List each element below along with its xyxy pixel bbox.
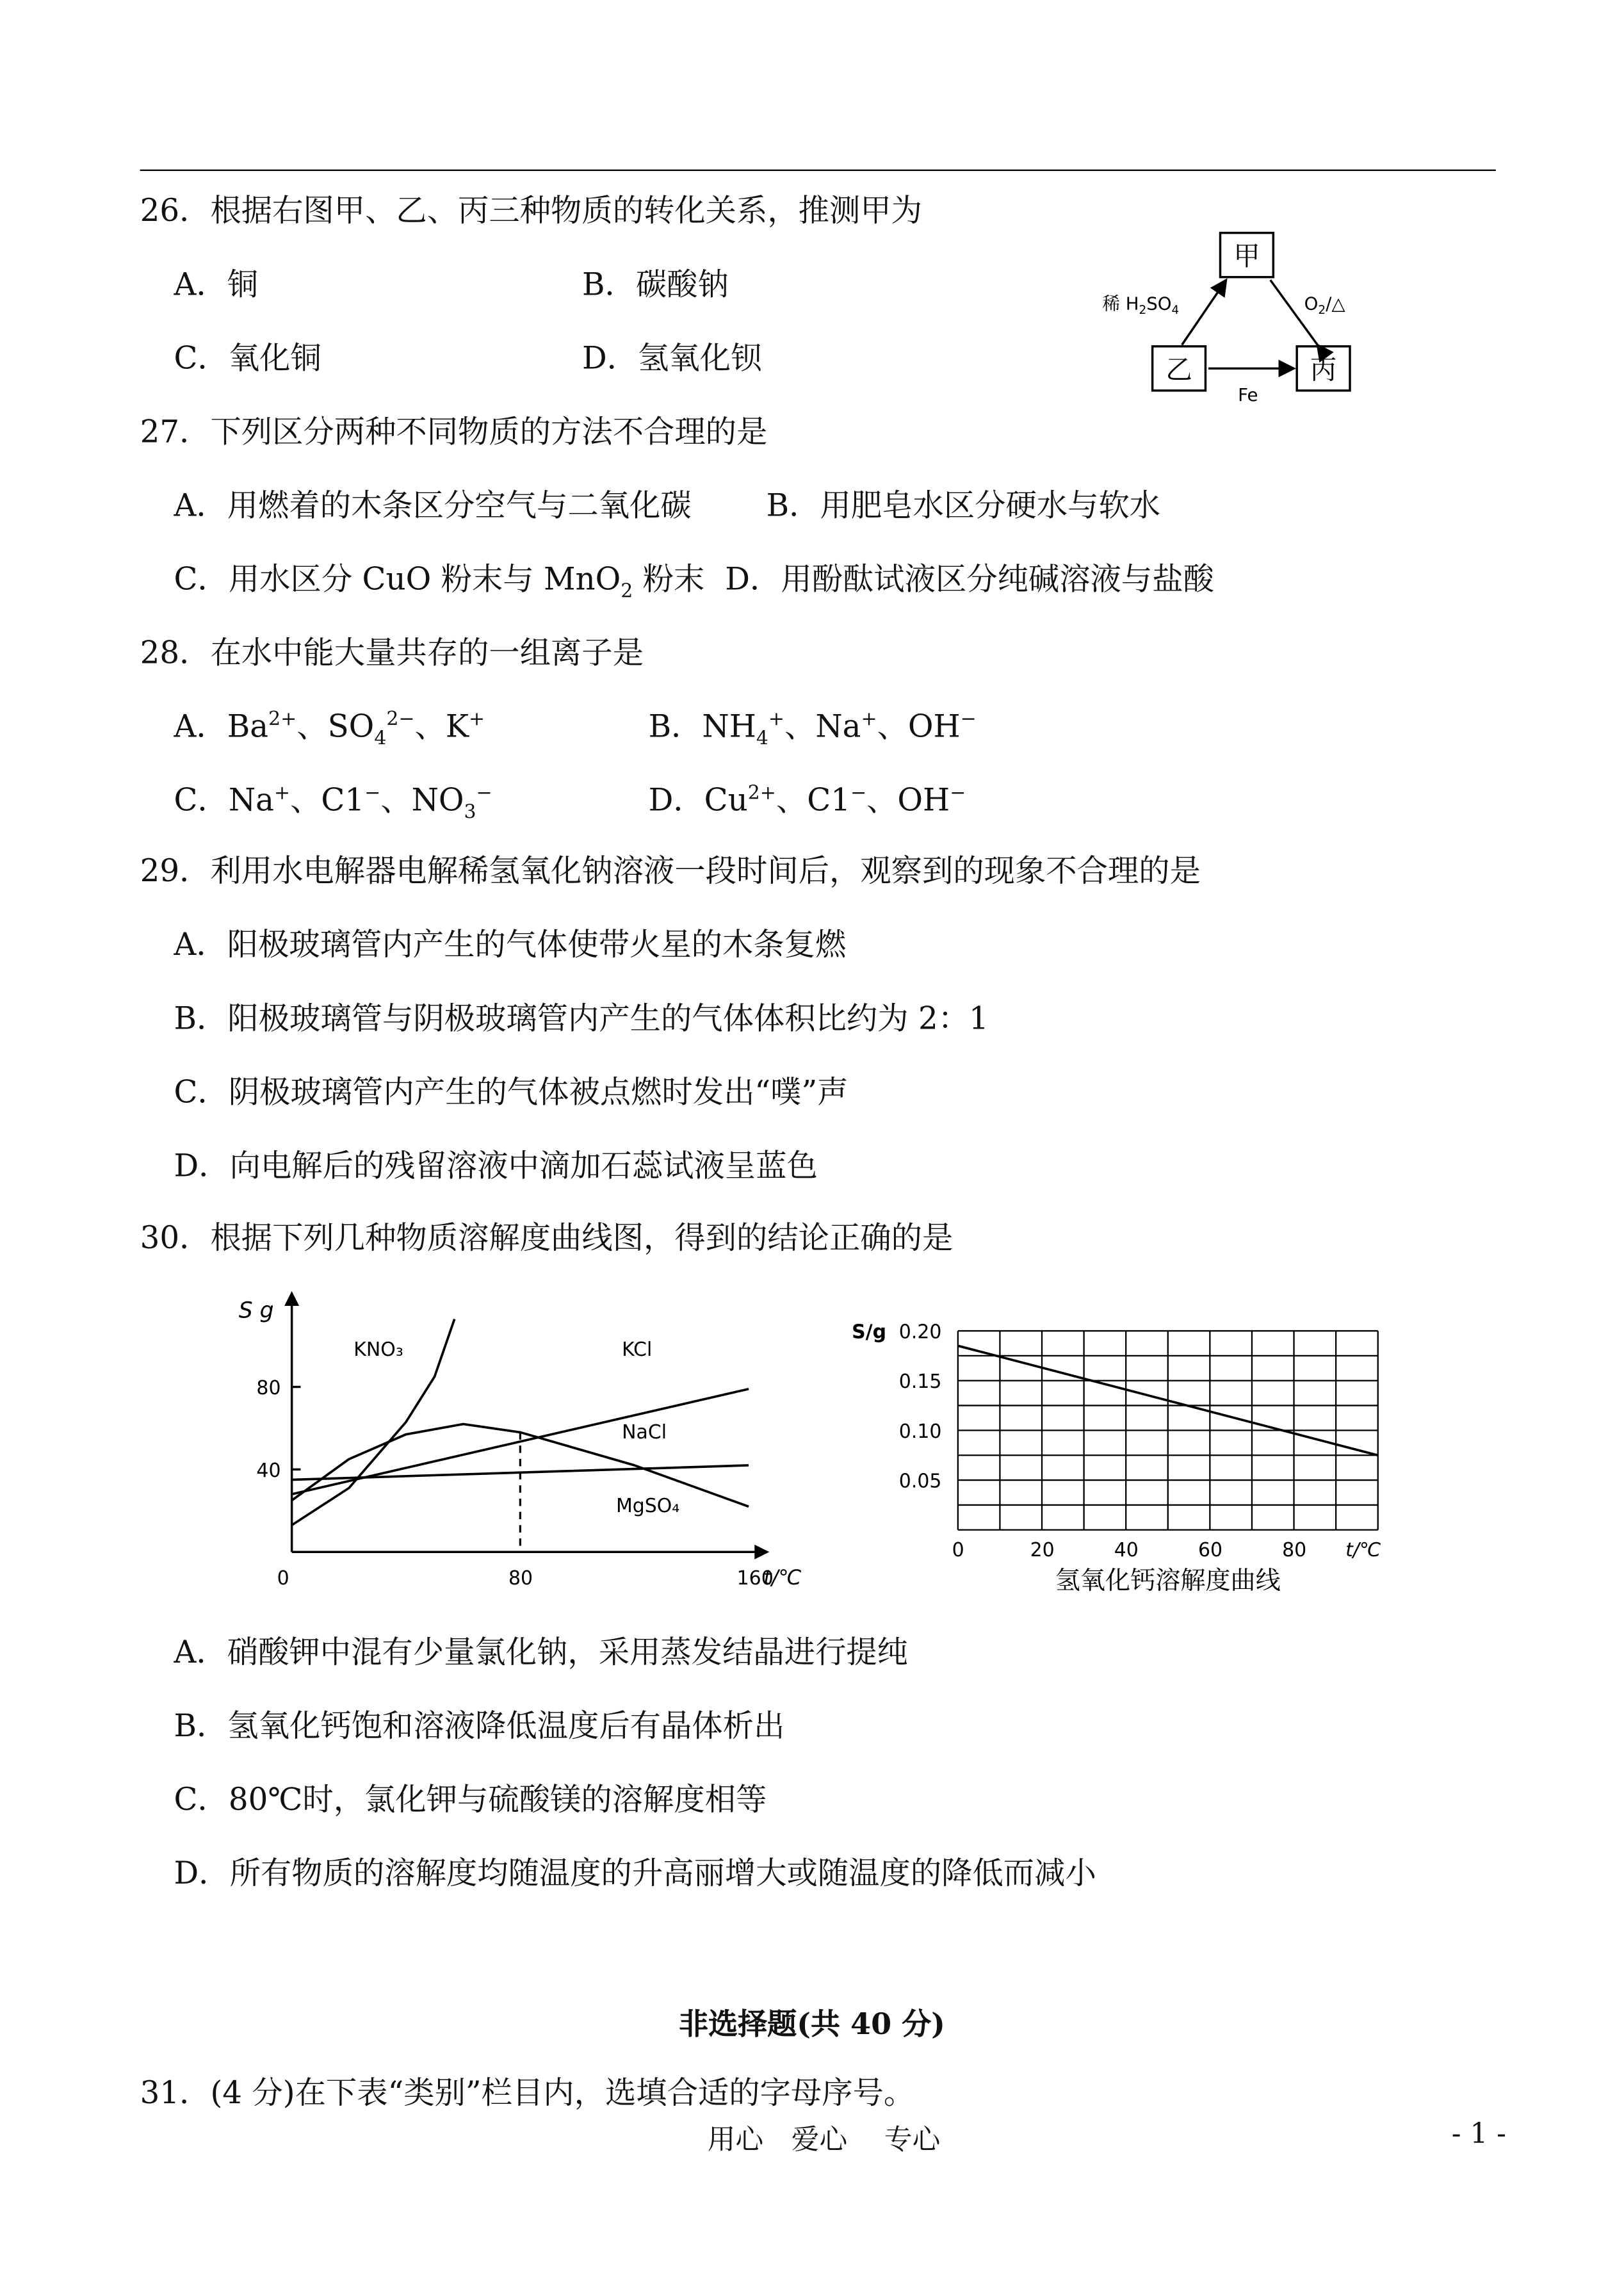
series-label: KNO₃ bbox=[353, 1339, 403, 1362]
x-tick-label: 20 bbox=[1030, 1539, 1055, 1562]
q26-option-d: D．氢氧化钡 bbox=[582, 340, 762, 376]
q26-option-a: A．铜 bbox=[174, 266, 259, 302]
x-axis-arrow bbox=[754, 1545, 769, 1559]
q27-option-d: D．用酚酞试液区分纯碱溶液与盐酸 bbox=[725, 561, 1214, 598]
q26-option-b: B．碳酸钠 bbox=[582, 266, 729, 302]
label-dilute-h2so4: 稀 $H_2SO_4$ bbox=[1102, 293, 1180, 318]
y-axis-arrow bbox=[284, 1291, 299, 1306]
box-right-label: 丙 bbox=[1310, 354, 1337, 386]
q28-option-a: A．$Ba^{2+}$、$SO_4^{2-}$、K+ bbox=[174, 708, 485, 751]
q26-option-c: C．氧化铜 bbox=[174, 340, 321, 376]
header-rule bbox=[140, 170, 1496, 171]
q30-option-a: A．硝酸钾中混有少量氯化钠，采用蒸发结晶进行提纯 bbox=[174, 1634, 908, 1670]
y-tick-label: 0.10 bbox=[898, 1420, 942, 1443]
series-label: KCl bbox=[622, 1339, 653, 1362]
solubility-chart-1 bbox=[236, 1280, 825, 1597]
q26-stem: 26．根据右图甲、乙、丙三种物质的转化关系，推测甲为 bbox=[140, 193, 923, 229]
q29-stem: 29．利用水电解器电解稀氢氧化钠溶液一段时间后，观察到的现象不合理的是 bbox=[140, 853, 1201, 889]
section-heading: 非选择题(共 40 分) bbox=[679, 2006, 945, 2042]
q30-stem: 30．根据下列几种物质溶解度曲线图，得到的结论正确的是 bbox=[140, 1220, 954, 1256]
q31-stem: 31．(4 分)在下表“类别”栏目内，选填合适的字母序号。 bbox=[140, 2075, 915, 2111]
box-left-label: 乙 bbox=[1165, 354, 1192, 386]
q28-option-d: D．$Cu^{2+}$、C1−、OH− bbox=[648, 782, 966, 818]
q27-option-c: C．用水区分 CuO 粉末与 MnO$_2$ 粉末 bbox=[174, 561, 705, 603]
y-axis-label: S/g bbox=[852, 1321, 887, 1344]
series-label: NaCl bbox=[622, 1421, 667, 1444]
y-tick-label: 0.20 bbox=[898, 1321, 942, 1344]
x-tick-label: 60 bbox=[1198, 1539, 1223, 1562]
q27-option-a: A．用燃着的木条区分空气与二氧化碳 bbox=[174, 487, 692, 523]
label-fe: Fe bbox=[1238, 384, 1258, 405]
y-tick-label: 80 bbox=[256, 1377, 281, 1400]
q28-option-b: B．$NH_4^+$、Na+、OH− bbox=[648, 708, 977, 751]
page-number: - 1 - bbox=[1451, 2117, 1506, 2151]
y-tick-label: 40 bbox=[256, 1459, 281, 1482]
q28-option-c: C．Na+、C1−、$NO_3^-$ bbox=[174, 782, 492, 824]
q27-stem: 27．下列区分两种不同物质的方法不合理的是 bbox=[140, 414, 768, 450]
q29-option-c: C．阴极玻璃管内产生的气体被点燃时发出“噗”声 bbox=[174, 1074, 849, 1110]
q30-option-d: D．所有物质的溶解度均随温度的升高丽增大或随温度的降低而减小 bbox=[174, 1855, 1096, 1891]
footer-motto: 用心 爱心 专心 bbox=[707, 2124, 941, 2156]
q28-stem: 28．在水中能大量共存的一组离子是 bbox=[140, 635, 644, 671]
chart-title: 氢氧化钙溶解度曲线 bbox=[1055, 1566, 1281, 1592]
q29-option-d: D．向电解后的残留溶液中滴加石蕊试液呈蓝色 bbox=[174, 1148, 818, 1184]
x-axis-label: t/℃ bbox=[1345, 1539, 1381, 1562]
transformation-diagram bbox=[1091, 221, 1385, 412]
label-o2-heat: $O_2/\triangle$ bbox=[1304, 293, 1345, 318]
q29-option-b: B．阳极玻璃管与阴极玻璃管内产生的气体体积比约为 2：1 bbox=[174, 1000, 989, 1036]
x-tick-label: 0 bbox=[277, 1567, 289, 1590]
solubility-chart-calcium-hydroxide bbox=[840, 1312, 1415, 1592]
x-axis-label: t/℃ bbox=[763, 1565, 802, 1590]
q30-option-b: B．氢氧化钙饱和溶液降低温度后有晶体析出 bbox=[174, 1708, 785, 1744]
y-tick-label: 0.05 bbox=[898, 1470, 942, 1493]
x-tick-label: 0 bbox=[952, 1539, 964, 1562]
q30-option-c: C．80℃时，氯化钾与硫酸镁的溶解度相等 bbox=[174, 1782, 767, 1818]
q29-option-a: A．阳极玻璃管内产生的气体使带火星的木条复燃 bbox=[174, 927, 847, 963]
x-tick-label: 40 bbox=[1114, 1539, 1139, 1562]
series-label: MgSO₄ bbox=[615, 1495, 680, 1518]
x-tick-label: 80 bbox=[1282, 1539, 1307, 1562]
x-tick-label: 160 bbox=[736, 1567, 774, 1590]
y-axis-label: S g bbox=[238, 1298, 274, 1324]
x-tick-label: 80 bbox=[508, 1567, 533, 1590]
arrow-left-to-top bbox=[1182, 280, 1226, 345]
box-top-label: 甲 bbox=[1233, 241, 1260, 272]
y-tick-label: 0.15 bbox=[898, 1371, 942, 1394]
q27-option-b: B．用肥皂水区分硬水与软水 bbox=[766, 487, 1161, 523]
